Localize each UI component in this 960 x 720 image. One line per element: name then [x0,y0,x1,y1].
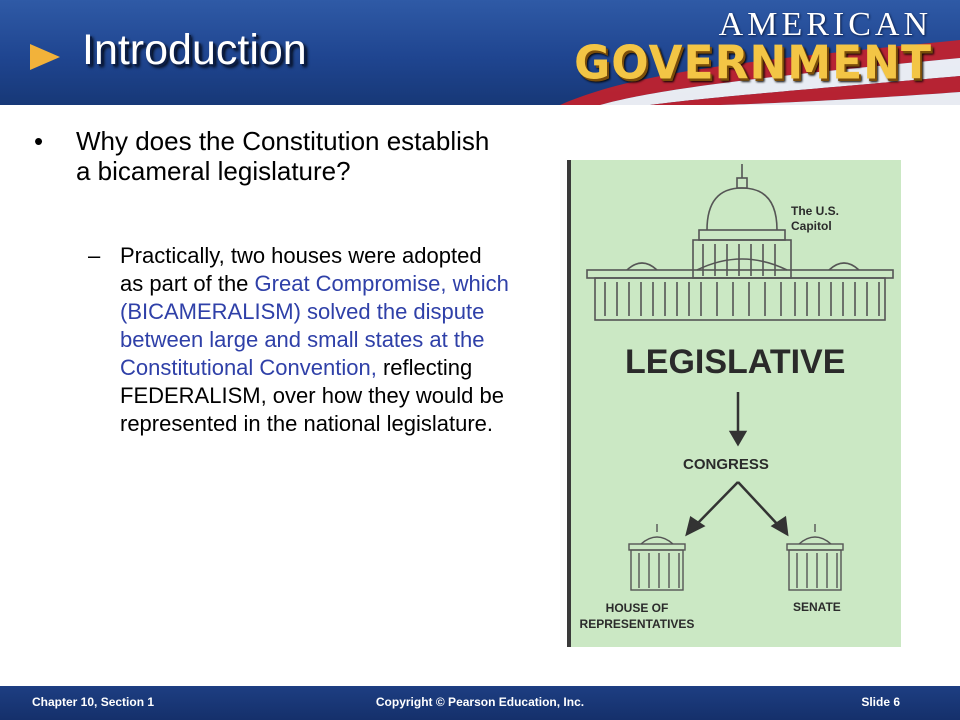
answer-highlight: Great Compromise, which (BICAMERALISM) solved the dispute between large and small states at the Constitutional Convention, [120,271,509,380]
answer-text-end: reflecting FEDERALISM, over how they would be represented in the national legislature. [120,355,504,436]
title-arrow-icon [30,44,60,70]
brand-line-government: GOVERNMENT [574,36,932,91]
house-label: HOUSE OF REPRESENTATIVES [579,601,695,631]
bullet-question: Why does the Constitution establish a bicameral legislature? [76,126,490,186]
sub-bullet-dash: – [88,243,101,268]
capitol-label: The U.S. Capitol [791,204,840,233]
sub-bullet-answer [120,242,510,438]
legislative-heading: LEGISLATIVE [625,343,846,381]
footer-chapter: Chapter 10, Section 1 [32,695,155,709]
slide-footer [0,686,960,720]
slide-title: Introduction [82,26,307,74]
legislative-branch-diagram [567,160,901,647]
congress-label: CONGRESS [683,456,769,473]
brand-line-american: AMERICAN [718,6,932,43]
bullet-item [34,126,534,186]
sub-bullet-item [88,242,534,438]
footer-copyright: Copyright © Pearson Education, Inc. [375,695,585,709]
bullet-dot: • [34,126,44,156]
senate-label: SENATE [793,600,841,614]
answer-text-start: Practically, two houses were adopted as part of the [120,243,482,296]
slide-header [0,0,960,105]
slide-body [34,126,534,438]
footer-slide-number: Slide 6 [861,695,900,709]
